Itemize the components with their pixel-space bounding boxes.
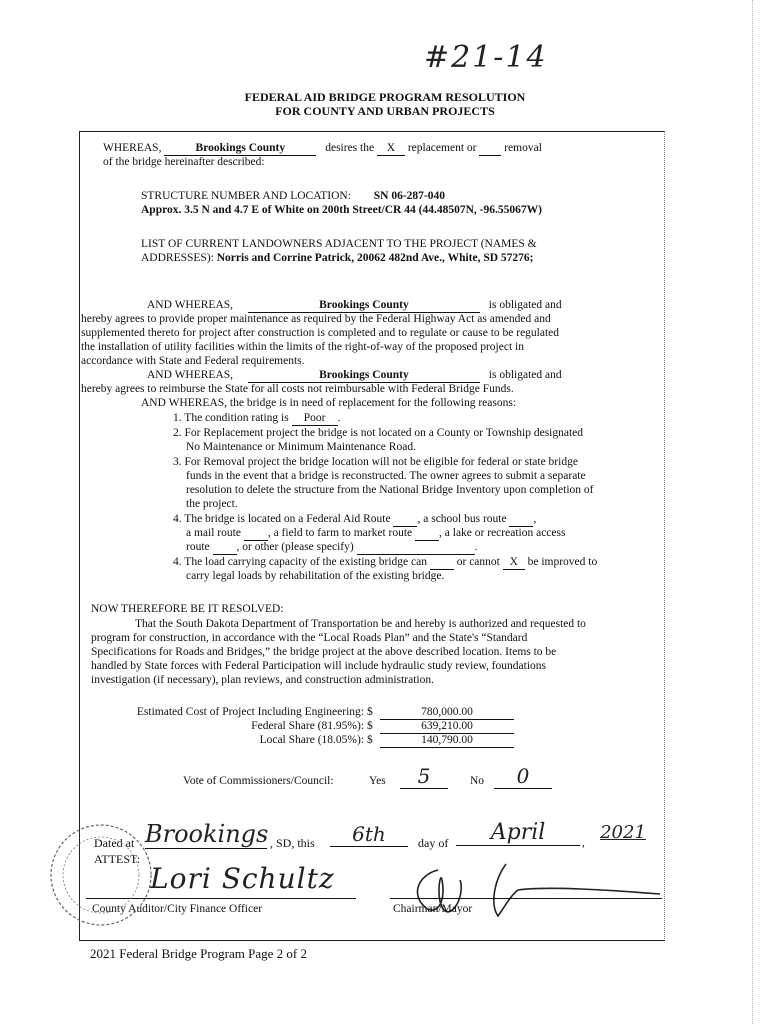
county-field-3: Brookings County: [248, 368, 480, 383]
dated-sd: , SD, this: [270, 836, 315, 850]
dated-day-of: day of: [418, 836, 449, 850]
chairman-signature: [398, 850, 668, 930]
whereas-first-cont: of the bridge hereinafter described:: [103, 156, 265, 168]
structure-location: Approx. 3.5 N and 4.7 E of White on 200th Street/CR 44 (44.48507N, -96.55067W): [141, 204, 542, 216]
structure-number: SN 06-287-040: [373, 190, 446, 202]
reason-1: 1. The condition rating is Poor .: [173, 412, 341, 424]
vote-yes-label: Yes: [369, 775, 386, 787]
cost-local-currency: $: [367, 734, 373, 746]
cost-total-currency: $: [367, 706, 373, 718]
dated-year: 2021: [600, 822, 646, 843]
cannot-improve-mark: X: [503, 555, 525, 570]
cost-local-label: Local Share (18.05%):: [259, 734, 364, 746]
dated-comma: ,: [582, 837, 585, 849]
cost-total-label: Estimated Cost of Project Including Engineering:: [136, 706, 364, 718]
landowners-heading: LIST OF CURRENT LANDOWNERS ADJACENT TO THE PROJECT (NAMES &: [141, 238, 537, 250]
resolved-line-5: investigation (if necessary), plan reviews, and construction administration.: [91, 674, 434, 686]
whereas-second-line-1: hereby agrees to provide proper maintenance as required by the Federal Highway Act as amended and: [81, 313, 551, 325]
reason-3-line-4: the project.: [186, 498, 238, 510]
cost-federal-currency: $: [367, 720, 373, 732]
document-subtitle: FOR COUNTY AND URBAN PROJECTS: [275, 104, 495, 118]
resolved-line-2: program for construction, in accordance with the “Local Roads Plan” and the State's “Standard: [91, 632, 528, 644]
document-number-stamp: #21-14: [424, 40, 548, 75]
whereas-second-line-2: supplemented thereto for project after construction is completed and to regulate or cause to be regulated: [81, 327, 560, 339]
landowners-names: Norris and Corrine Patrick, 20062 482nd Ave., White, SD 57276;: [216, 252, 534, 264]
auditor-signature: Lori Schultz: [150, 862, 335, 895]
reason-5-line-1: 4. The load carrying capacity of the existing bridge can or cannot X be improved to: [173, 556, 598, 568]
cost-total-value: 780,000.00: [380, 705, 514, 720]
resolved-line-3: Specifications for Roads and Bridges,” the bridge project at the above described location. Items to be: [91, 646, 557, 658]
whereas-third: AND WHEREAS, Brookings County is obligated and: [147, 369, 562, 381]
reason-4-line-2: a mail route , a field to farm to market route , a lake or recreation access: [186, 527, 566, 539]
recreation-route-blank: [213, 540, 237, 555]
reason-3-line-2: funds in the event that a bridge is reconstructed. The owner agrees to submit a separate: [186, 470, 586, 482]
dated-place: Brookings: [145, 820, 269, 848]
dated-day: 6th: [330, 822, 408, 847]
dated-label: Dated at: [94, 836, 135, 850]
document-title: FEDERAL AID BRIDGE PROGRAM RESOLUTION: [244, 90, 526, 104]
vote-no-value: 0: [494, 764, 552, 789]
page-edge-line: [664, 131, 665, 939]
whereas-second: AND WHEREAS, Brookings County is obligated and: [147, 299, 562, 311]
attest-label: ATTEST:: [94, 852, 141, 866]
scan-edge-right: [752, 0, 753, 1024]
vote-label: Vote of Commissioners/Council:: [183, 775, 334, 787]
other-specify-blank: [357, 540, 475, 555]
county-field-1: Brookings County: [164, 141, 316, 156]
cost-federal-value: 639,210.00: [380, 719, 514, 734]
whereas-fourth: AND WHEREAS, the bridge is in need of replacement for the following reasons:: [141, 397, 517, 409]
chairman-signature-line: [390, 898, 662, 899]
reason-2-line-1: 2. For Replacement project the bridge is not located on a County or Township designated: [173, 427, 584, 439]
reason-5-line-2: carry legal loads by rehabilitation of the existing bridge.: [186, 570, 445, 582]
school-bus-route-blank: [509, 512, 533, 527]
cost-federal-label: Federal Share (81.95%):: [251, 720, 364, 732]
reason-2-line-2: No Maintenance or Minimum Maintenance Road.: [186, 441, 416, 453]
farm-to-market-blank: [415, 526, 439, 541]
resolved-line-1: That the South Dakota Department of Transportation be and hereby is authorized and requested to: [135, 618, 586, 630]
county-seal: [46, 820, 156, 930]
cost-local-value: 140,790.00: [380, 733, 514, 748]
replacement-checkmark: X: [377, 141, 405, 156]
condition-rating: Poor: [292, 411, 338, 426]
resolved-heading: NOW THEREFORE BE IT RESOLVED:: [91, 603, 284, 615]
vote-yes-value: 5: [400, 764, 448, 789]
reason-3-line-3: resolution to delete the structure from the National Bridge Inventory upon completion of: [186, 484, 594, 496]
landowners-list: ADDRESSES): Norris and Corrine Patrick, 20062 482nd Ave., White, SD 57276;: [141, 252, 534, 264]
can-improve-blank: [430, 555, 454, 570]
resolved-line-4: handled by State forces with Federal Participation will include hydraulic study review, foundations: [91, 660, 546, 672]
chairman-title: Chairman/Mayor: [393, 903, 473, 915]
auditor-title: County Auditor/City Finance Officer: [92, 903, 263, 915]
page-footer: 2021 Federal Bridge Program Page 2 of 2: [90, 946, 307, 961]
dated-month: April: [456, 820, 580, 846]
federal-aid-route-blank: [393, 512, 417, 527]
vote-no-label: No: [470, 775, 485, 787]
county-field-2: Brookings County: [248, 298, 480, 313]
whereas-third-line: hereby agrees to reimburse the State for all costs not reimbursable with Federal Bridge Funds.: [81, 383, 514, 395]
whereas-second-line-4: accordance with State and Federal requirements.: [81, 355, 305, 367]
reason-4-line-1: 4. The bridge is located on a Federal Aid Route , a school bus route ,: [173, 513, 537, 525]
reason-3-line-1: 3. For Removal project the bridge location will not be eligible for federal or state bridge: [173, 456, 578, 468]
reason-4-line-3: route , or other (please specify) .: [186, 541, 478, 553]
mail-route-blank: [244, 526, 268, 541]
whereas-second-line-3: the installation of utility facilities within the limits of the right-of-way of the proposed project in: [81, 341, 524, 353]
whereas-first: WHEREAS, Brookings County desires the X replacement or removal: [103, 142, 542, 154]
removal-blank: [479, 141, 501, 156]
structure-number-line: STRUCTURE NUMBER AND LOCATION: SN 06-287-040: [141, 190, 446, 202]
